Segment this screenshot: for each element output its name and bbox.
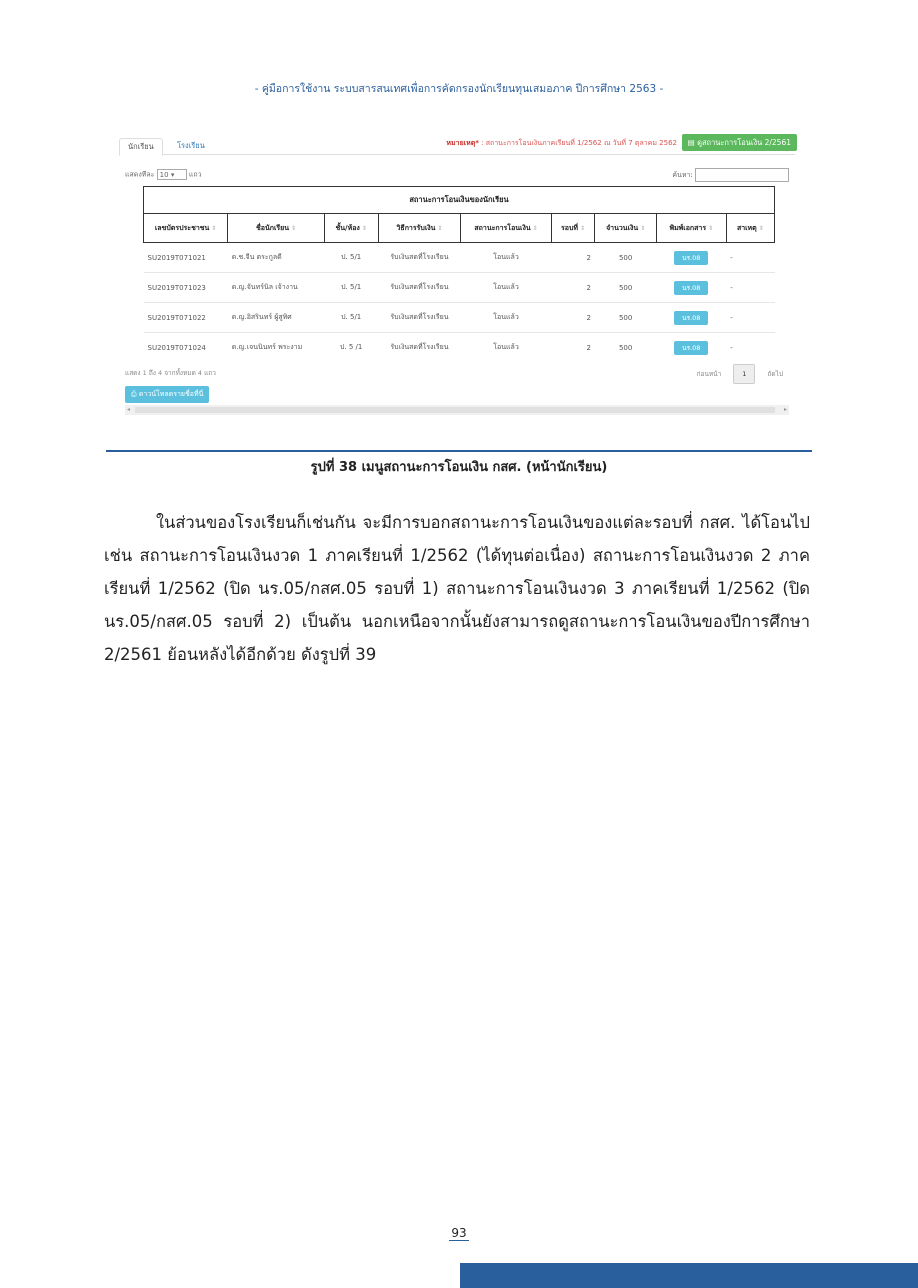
print-document-button[interactable]: นร.08 (674, 311, 708, 325)
cell-class: ป. 5 /1 (324, 333, 378, 361)
cell-round: 2 (551, 303, 595, 333)
page-number-value: 93 (451, 1226, 467, 1240)
cell-reason: - (726, 243, 774, 273)
cell-class: ป. 5/1 (324, 303, 378, 333)
page-number (0, 1226, 918, 1240)
print-document-button[interactable]: นร.08 (674, 341, 708, 355)
cell-id: SU2019T071021 (144, 243, 228, 273)
pager-current[interactable]: 1 (733, 364, 755, 384)
view-status-button[interactable] (682, 134, 797, 151)
cell-status: โอนแล้ว (461, 303, 551, 333)
cell-id: SU2019T071024 (144, 333, 228, 361)
table-info: แสดง 1 ถึง 4 จากทั้งหมด 4 แถว (125, 369, 216, 377)
page-length-control (125, 169, 202, 181)
tab-student[interactable]: นักเรียน (119, 138, 163, 156)
page-length-select[interactable] (157, 169, 187, 180)
cell-status: โอนแล้ว (461, 243, 551, 273)
cell-amount: 500 (595, 333, 656, 361)
table-row (144, 303, 775, 333)
col-header-class[interactable]: ชั้น/ห้อง ⇕ (324, 214, 378, 243)
cell-method: รับเงินสดที่โรงเรียน (378, 303, 461, 333)
view-status-label: ดูสถานะการโอนเงิน 2/2561 (697, 138, 791, 147)
cell-name: ด.ญ.อิสรินทร์ ผู้สูทิศ (228, 303, 325, 333)
search-control (672, 168, 789, 182)
length-prefix: แสดงทีละ (125, 170, 155, 179)
download-label: ดาวน์โหลดรายชื่อที่นี่ (138, 390, 204, 398)
footer-bar (460, 1263, 918, 1288)
col-header-amount[interactable]: จำนวนเงิน ⇕ (595, 214, 656, 243)
cell-amount: 500 (595, 243, 656, 273)
print-document-button[interactable]: นร.08 (674, 251, 708, 265)
scroll-left-icon[interactable]: ◂ (127, 406, 131, 413)
tab-school[interactable]: โรงเรียน (177, 141, 205, 150)
cell-amount: 500 (595, 303, 656, 333)
cell-reason: - (726, 333, 774, 361)
cell-reason: - (726, 273, 774, 303)
print-icon: ⎙ (131, 390, 137, 398)
table-container (143, 186, 775, 360)
table-caption: สถานะการโอนเงินของนักเรียน (144, 187, 775, 214)
caption-divider (106, 450, 812, 452)
col-header-method[interactable]: วิธีการรับเงิน ⇕ (378, 214, 461, 243)
cell-round: 2 (551, 273, 595, 303)
length-suffix: แถว (188, 170, 202, 179)
screenshot-figure (117, 128, 797, 420)
col-header-reason[interactable]: สาเหตุ ⇕ (726, 214, 774, 243)
cell-amount: 500 (595, 273, 656, 303)
cell-print (656, 303, 726, 333)
pager-next[interactable]: ถัดไป (767, 370, 783, 378)
page-length-value: 10 (159, 171, 169, 179)
search-input[interactable] (695, 168, 789, 182)
col-header-id[interactable]: เลขบัตรประชาชน ⇕ (144, 214, 228, 243)
search-label: ค้นหา: (672, 171, 693, 179)
scroll-thumb[interactable] (135, 407, 775, 413)
pagination (697, 364, 783, 384)
scroll-right-icon[interactable]: ▸ (783, 406, 787, 413)
table-row (144, 243, 775, 273)
cell-id: SU2019T071022 (144, 303, 228, 333)
body-paragraph: ในส่วนของโรงเรียนก็เช่นกัน จะมีการบอกสถานะการโอนเงินของแต่ละรอบที่ กสศ. ได้โอนไป เช่น สถานะการโอนเงินงวด 1 ภาคเรียนที่ 1/2562 (ได้ทุนต่อเนื่อง) สถานะการโอนเงินงวด 2 ภาคเรียนที่ 1/2562 (ปิด นร.05/กสศ.05 รอบที่ 1) สถานะการโอนเงินงวด 3 ภาคเรียนที่ 1/2562 (ปิด นร.05/กสศ.05 รอบที่ 2) เป็นต้น นอกเหนือจากนั้นยังสามารถดูสถานะการโอนเงินของปีการศึกษา 2/2561 ย้อนหลังได้อีกด้วย ดังรูปที่ 39 (104, 513, 810, 664)
cell-class: ป. 5/1 (324, 243, 378, 273)
cell-class: ป. 5/1 (324, 273, 378, 303)
cell-name: ด.ช.จีน ตระกูลดี (228, 243, 325, 273)
cell-method: รับเงินสดที่โรงเรียน (378, 243, 461, 273)
horizontal-scrollbar[interactable] (125, 405, 789, 415)
cell-print (656, 273, 726, 303)
cell-status: โอนแล้ว (461, 333, 551, 361)
col-header-round[interactable]: รอบที่ ⇕ (551, 214, 595, 243)
calendar-icon: ▤ (687, 138, 695, 147)
cell-name: ด.ญ.เจนนินทร์ พระงาม (228, 333, 325, 361)
note-label: หมายเหตุ* (446, 139, 479, 147)
download-list-button[interactable] (125, 386, 209, 403)
col-header-print[interactable]: พิมพ์เอกสาร ⇕ (656, 214, 726, 243)
cell-print (656, 333, 726, 361)
cell-id: SU2019T071023 (144, 273, 228, 303)
cell-print (656, 243, 726, 273)
cell-method: รับเงินสดที่โรงเรียน (378, 273, 461, 303)
col-header-status[interactable]: สถานะการโอนเงิน ⇕ (461, 214, 551, 243)
cell-reason: - (726, 303, 774, 333)
figure-caption: รูปที่ 38 เมนูสถานะการโอนเงิน กสศ. (หน้านักเรียน) (310, 460, 608, 475)
pager-prev[interactable]: ก่อนหน้า (696, 370, 722, 378)
transfer-table (143, 186, 775, 360)
page-header: - คู่มือการใช้งาน ระบบสารสนเทศเพื่อการคัดกรองนักเรียนทุนเสมอภาค ปีการศึกษา 2563 - (254, 83, 664, 95)
cell-method: รับเงินสดที่โรงเรียน (378, 333, 461, 361)
print-document-button[interactable]: นร.08 (674, 281, 708, 295)
chevron-down-icon: ▾ (170, 171, 175, 179)
note-text: : สถานะการโอนเงินภาคเรียนที่ 1/2562 ณ วันที่ 7 ตุลาคม 2562 (481, 139, 677, 147)
table-row (144, 273, 775, 303)
cell-round: 2 (551, 333, 595, 361)
cell-round: 2 (551, 243, 595, 273)
col-header-name[interactable]: ชื่อนักเรียน ⇕ (228, 214, 325, 243)
cell-name: ด.ญ.จันทร์นิล เจ้างาน (228, 273, 325, 303)
table-row (144, 333, 775, 361)
cell-status: โอนแล้ว (461, 273, 551, 303)
transfer-note (446, 138, 677, 149)
